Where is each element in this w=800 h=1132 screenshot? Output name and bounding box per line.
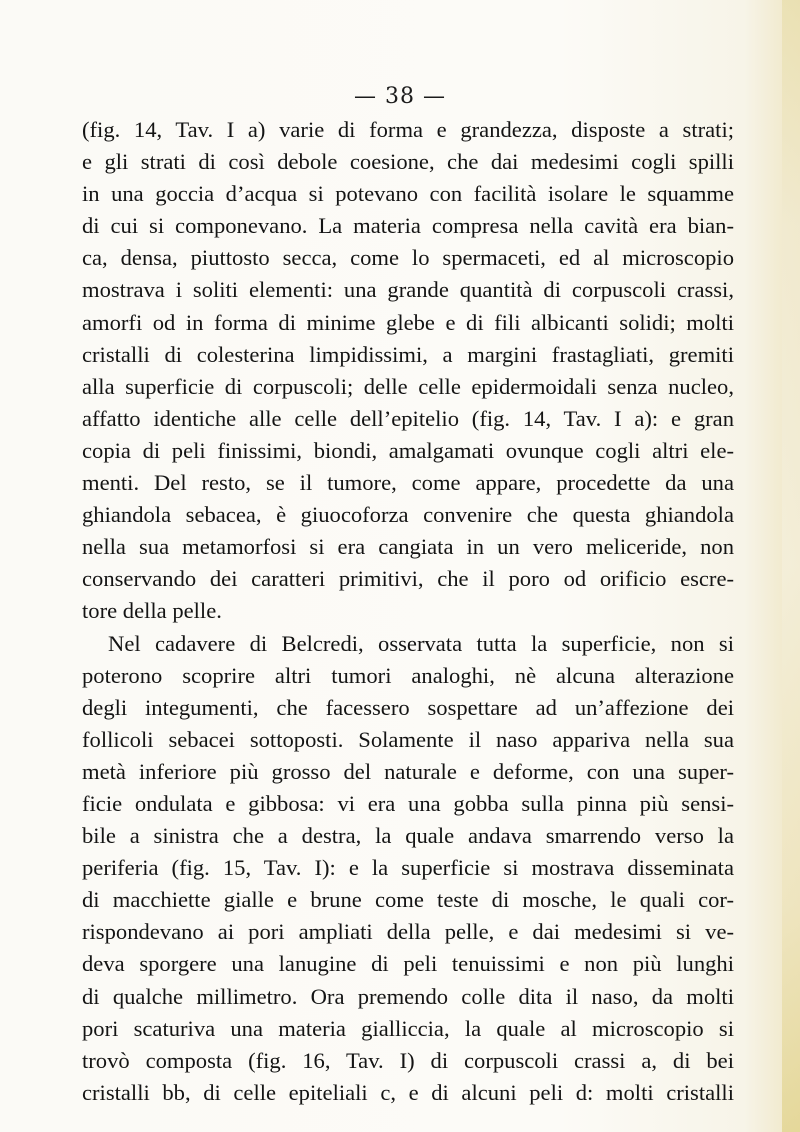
text-line: di macchiette gialle e brune come teste di mosche, le quali cor- bbox=[82, 887, 734, 913]
text-line: e gli strati di così debole coesione, che dai medesimi cogli spilli bbox=[82, 149, 734, 175]
text-line: amorfi od in forma di minime glebe e di fili albicanti solidi; molti bbox=[82, 309, 734, 335]
text-line: degli integumenti, che facessero sospettare ad un’affezione dei bbox=[82, 694, 734, 720]
text-line: rispondevano ai pori ampliati della pelle, e dai medesimi si ve- bbox=[82, 919, 734, 945]
text-line: affatto identiche alle celle dell’epitelio (fig. 14, Tav. I a): e gran bbox=[82, 405, 734, 431]
text-line: poterono scoprire altri tumori analoghi, nè alcuna alterazione bbox=[82, 662, 734, 688]
paragraph-start-line: Nel cadavere di Belcredi, osservata tutta la superficie, non si bbox=[108, 630, 734, 656]
text-line: di cui si componevano. La materia compresa nella cavità era bian- bbox=[82, 213, 734, 239]
text-line: in una goccia d’acqua si potevano con facilità isolare le squamme bbox=[82, 181, 734, 207]
text-line: periferia (fig. 15, Tav. I): e la superficie si mostrava disseminata bbox=[82, 855, 734, 881]
page-number: — 38 — bbox=[354, 84, 446, 109]
text-line: ficie ondulata e gibbosa: vi era una gobba sulla pinna più sensi- bbox=[82, 790, 734, 816]
text-line: menti. Del resto, se il tumore, come appare, procedette da una bbox=[82, 470, 734, 496]
paragraph-end-line: tore della pelle. bbox=[82, 598, 222, 624]
text-line: nella sua metamorfosi si era cangiata in un vero meliceride, non bbox=[82, 534, 734, 560]
text-line: conservando dei caratteri primitivi, che il poro od orificio escre- bbox=[82, 566, 734, 592]
text-line: deva sporgere una lanugine di peli tenuissimi e non più lunghi bbox=[82, 951, 734, 977]
body-text bbox=[82, 114, 734, 1109]
text-line: copia di peli finissimi, biondi, amalgamati ovunque cogli altri ele- bbox=[82, 437, 734, 463]
text-line: metà inferiore più grosso del naturale e deforme, con una super- bbox=[82, 758, 734, 784]
text-line: cristalli bb, di celle epiteliali c, e di alcuni peli d: molti cristalli bbox=[82, 1079, 734, 1105]
text-line: follicoli sebacei sottoposti. Solamente il naso appariva nella sua bbox=[82, 726, 734, 752]
text-line: bile a sinistra che a destra, la quale andava smarrendo verso la bbox=[82, 823, 734, 849]
text-line: cristalli di colesterina limpidissimi, a margini frastagliati, gremiti bbox=[82, 341, 734, 367]
text-line: alla superficie di corpuscoli; delle celle epidermoidali senza nucleo, bbox=[82, 373, 734, 399]
text-line: pori scaturiva una materia gialliccia, la quale al microscopio si bbox=[82, 1015, 734, 1041]
text-line: (fig. 14, Tav. I a) varie di forma e grandezza, disposte a strati; bbox=[82, 117, 734, 142]
text-line: trovò composta (fig. 16, Tav. I) di corpuscoli crassi a, di bei bbox=[82, 1047, 734, 1073]
text-line: di qualche millimetro. Ora premendo colle dita il naso, da molti bbox=[82, 983, 734, 1009]
text-line: ghiandola sebacea, è giuocoforza convenire che questa ghiandola bbox=[82, 502, 734, 528]
text-line: mostrava i soliti elementi: una grande quantità di corpuscoli crassi, bbox=[82, 277, 734, 303]
page-edge-stain bbox=[782, 0, 800, 1132]
text-line: ca, densa, piuttosto secca, come lo spermaceti, ed al microscopio bbox=[82, 245, 734, 271]
